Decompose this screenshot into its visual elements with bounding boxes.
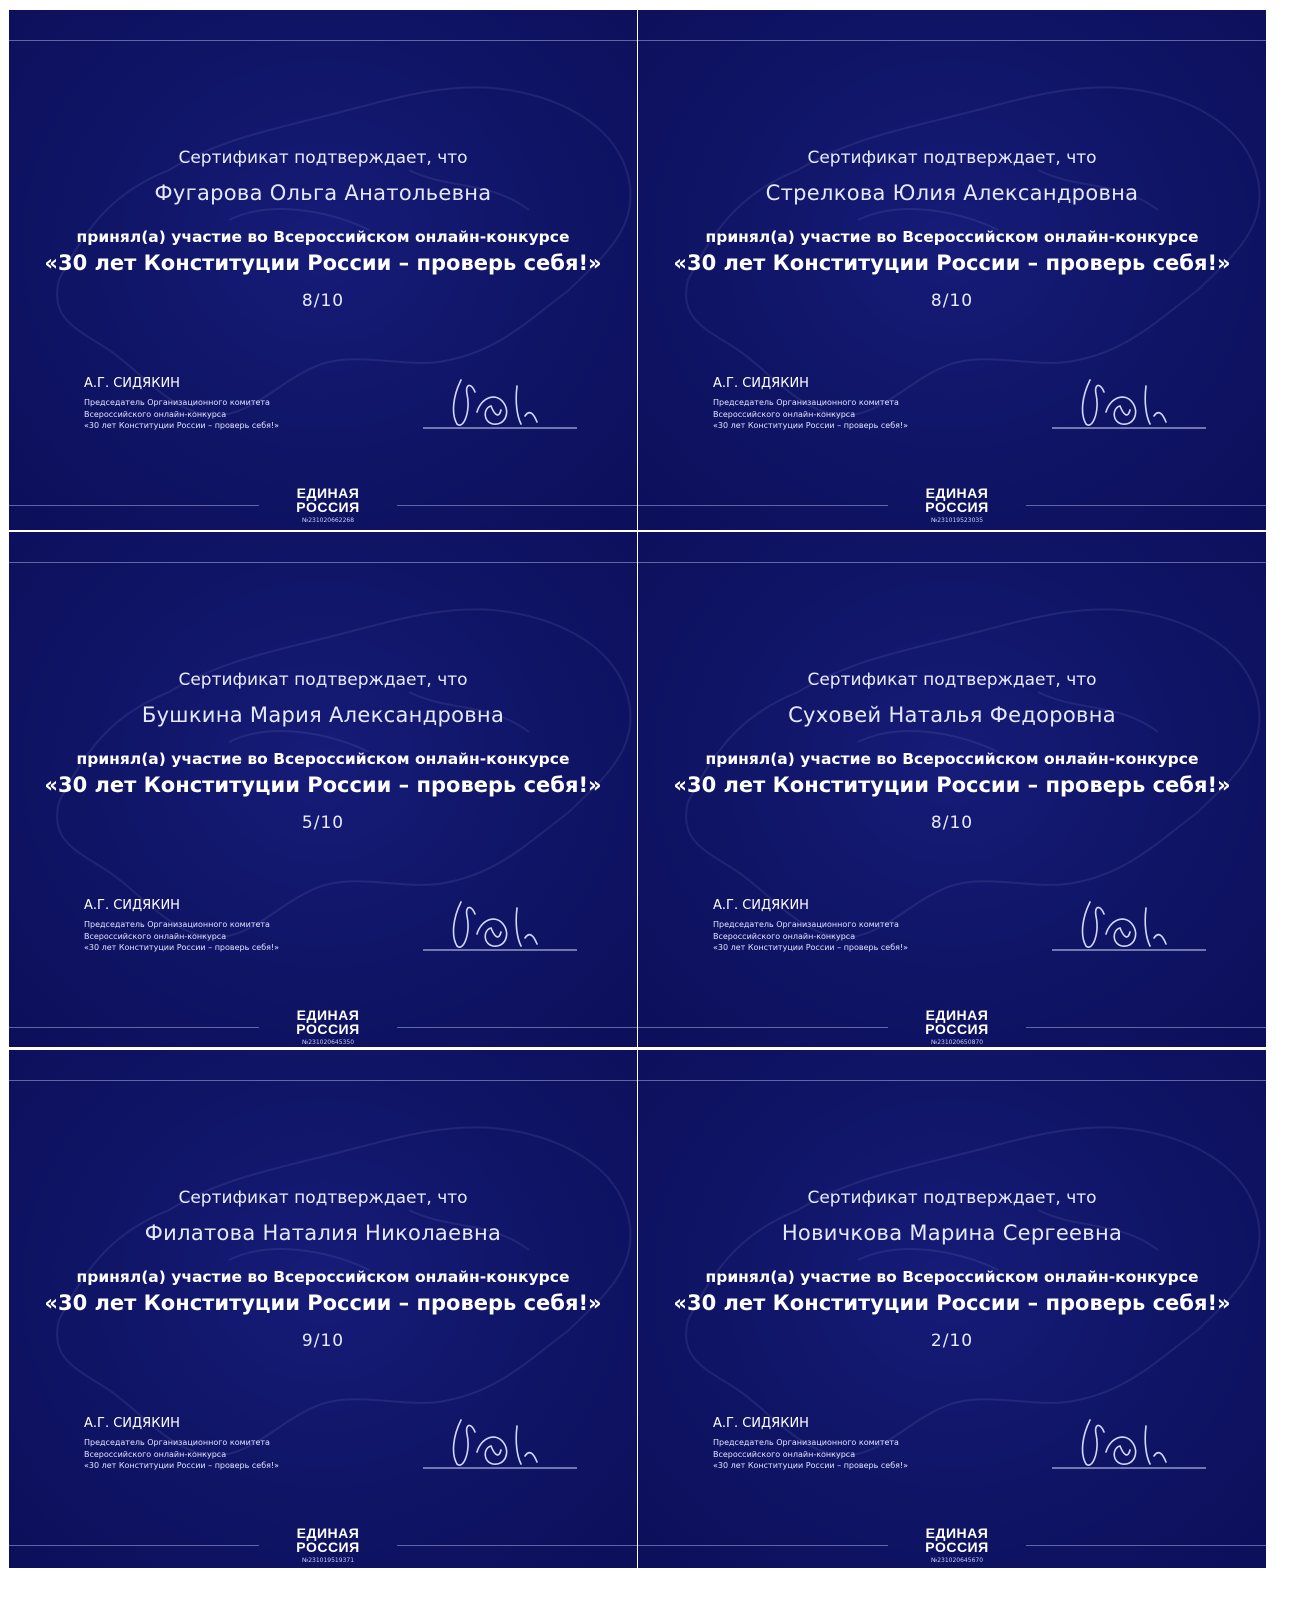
certificate-caption: Сертификат подтверждает, что	[807, 1188, 1097, 1208]
bottom-rule-left	[638, 1545, 888, 1546]
contest-title: «30 лет Конституции России – проверь себя!»	[673, 251, 1231, 275]
signer-name: А.Г. СИДЯКИН	[84, 1416, 180, 1431]
certificate-card	[9, 532, 637, 1047]
participation-text: принял(а) участие во Всероссийском онлайн-конкурсе	[76, 1268, 570, 1286]
certificate-card	[638, 532, 1266, 1047]
bottom-rule-right	[397, 1545, 637, 1546]
party-logo	[259, 1008, 397, 1036]
logo-line: РОССИЯ	[296, 1539, 360, 1555]
bottom-rule-right	[1026, 505, 1266, 506]
party-logo	[888, 486, 1026, 514]
logo-line: ЕДИНАЯ	[925, 485, 989, 501]
signer-role-line: Председатель Организационного комитета	[84, 920, 270, 929]
participation-text: принял(а) участие во Всероссийском онлайн-конкурсе	[705, 1268, 1199, 1286]
signature	[1050, 894, 1210, 956]
certificate-card	[638, 10, 1266, 530]
signer-role	[713, 397, 973, 432]
certificate-caption: Сертификат подтверждает, что	[178, 670, 468, 690]
participation-text: принял(а) участие во Всероссийском онлайн-конкурсе	[705, 228, 1199, 246]
recipient-name: Стрелкова Юлия Александровна	[765, 181, 1139, 205]
party-logo	[259, 486, 397, 514]
certificate-caption: Сертификат подтверждает, что	[807, 670, 1097, 690]
bottom-rule-left	[9, 505, 259, 506]
signer-role-line: Всероссийского онлайн-конкурса	[713, 1449, 856, 1459]
contest-title: «30 лет Конституции России – проверь себя!»	[44, 251, 602, 275]
contest-title: «30 лет Конституции России – проверь себя!»	[44, 1291, 602, 1315]
party-logo	[259, 1526, 397, 1554]
signer-role-line: «30 лет Конституции России – проверь себя!»	[84, 943, 280, 952]
recipient-name: Фугарова Ольга Анатольевна	[154, 181, 492, 205]
signer-role	[713, 919, 973, 954]
signer-name: А.Г. СИДЯКИН	[713, 1416, 809, 1431]
bottom-rule-right	[397, 1027, 637, 1028]
recipient-name: Филатова Наталия Николаевна	[144, 1221, 502, 1245]
signer-role-line: Всероссийского онлайн-конкурса	[713, 931, 856, 941]
signer-role	[84, 919, 344, 954]
score: 8/10	[301, 291, 345, 311]
bottom-rule-left	[638, 1027, 888, 1028]
certificate-number: №231019523035	[930, 517, 984, 524]
signature	[1050, 372, 1210, 434]
score: 8/10	[930, 813, 974, 833]
top-rule	[638, 1080, 1266, 1081]
certificate-card	[9, 1050, 637, 1568]
signer-role-line: «30 лет Конституции России – проверь себя!»	[84, 1461, 280, 1470]
signer-role	[84, 1437, 344, 1472]
signer-name: А.Г. СИДЯКИН	[713, 898, 809, 913]
recipient-name: Новичкова Марина Сергеевна	[781, 1221, 1123, 1245]
signer-role-line: Председатель Организационного комитета	[713, 920, 899, 929]
certificate-number: №231020645670	[930, 1557, 984, 1564]
logo-line: ЕДИНАЯ	[925, 1525, 989, 1541]
signature	[421, 372, 581, 434]
logo-line: ЕДИНАЯ	[296, 485, 360, 501]
top-rule	[9, 40, 637, 41]
signer-role-line: Всероссийского онлайн-конкурса	[713, 409, 856, 419]
signer-role-line: Председатель Организационного комитета	[713, 1438, 899, 1447]
signer-role-line: Всероссийского онлайн-конкурса	[84, 931, 227, 941]
party-logo	[888, 1526, 1026, 1554]
top-rule	[638, 562, 1266, 563]
signer-role-line: Председатель Организационного комитета	[84, 398, 270, 407]
signer-role	[713, 1437, 973, 1472]
logo-line: РОССИЯ	[925, 499, 989, 515]
score: 2/10	[930, 1331, 974, 1351]
logo-line: РОССИЯ	[925, 1539, 989, 1555]
certificate-number: №231020650870	[930, 1039, 984, 1046]
signer-role-line: Всероссийского онлайн-конкурса	[84, 409, 227, 419]
contest-title: «30 лет Конституции России – проверь себя!»	[673, 1291, 1231, 1315]
top-rule	[638, 40, 1266, 41]
score: 8/10	[930, 291, 974, 311]
score: 5/10	[301, 813, 345, 833]
certificate-number: №231020645350	[301, 1039, 355, 1046]
signer-role	[84, 397, 344, 432]
certificate-caption: Сертификат подтверждает, что	[178, 148, 468, 168]
logo-line: ЕДИНАЯ	[296, 1007, 360, 1023]
bottom-rule-left	[9, 1027, 259, 1028]
bottom-rule-right	[1026, 1545, 1266, 1546]
logo-line: РОССИЯ	[296, 1021, 360, 1037]
participation-text: принял(а) участие во Всероссийском онлайн-конкурсе	[705, 750, 1199, 768]
logo-line: ЕДИНАЯ	[296, 1525, 360, 1541]
signer-role-line: «30 лет Конституции России – проверь себя!»	[713, 1461, 909, 1470]
top-rule	[9, 562, 637, 563]
logo-line: ЕДИНАЯ	[925, 1007, 989, 1023]
top-rule	[9, 1080, 637, 1081]
signer-role-line: «30 лет Конституции России – проверь себя!»	[84, 421, 280, 430]
recipient-name: Бушкина Мария Александровна	[141, 703, 505, 727]
signer-name: А.Г. СИДЯКИН	[84, 898, 180, 913]
certificate-number: №231019519371	[301, 1557, 355, 1564]
bottom-rule-right	[397, 505, 637, 506]
certificate-number: №231020662268	[301, 517, 355, 524]
signer-role-line: «30 лет Конституции России – проверь себя!»	[713, 943, 909, 952]
participation-text: принял(а) участие во Всероссийском онлайн-конкурсе	[76, 750, 570, 768]
score: 9/10	[301, 1331, 345, 1351]
participation-text: принял(а) участие во Всероссийском онлайн-конкурсе	[76, 228, 570, 246]
logo-line: РОССИЯ	[925, 1021, 989, 1037]
certificate-card	[9, 10, 637, 530]
signer-role-line: Всероссийского онлайн-конкурса	[84, 1449, 227, 1459]
party-logo	[888, 1008, 1026, 1036]
signer-role-line: Председатель Организационного комитета	[713, 398, 899, 407]
signer-role-line: «30 лет Конституции России – проверь себя!»	[713, 421, 909, 430]
signature	[421, 894, 581, 956]
signer-role-line: Председатель Организационного комитета	[84, 1438, 270, 1447]
bottom-rule-left	[638, 505, 888, 506]
certificate-card	[638, 1050, 1266, 1568]
bottom-rule-right	[1026, 1027, 1266, 1028]
contest-title: «30 лет Конституции России – проверь себя!»	[673, 773, 1231, 797]
contest-title: «30 лет Конституции России – проверь себя!»	[44, 773, 602, 797]
recipient-name: Суховей Наталья Федоровна	[788, 703, 1116, 727]
signature	[1050, 1412, 1210, 1474]
certificate-caption: Сертификат подтверждает, что	[807, 148, 1097, 168]
logo-line: РОССИЯ	[296, 499, 360, 515]
certificate-caption: Сертификат подтверждает, что	[178, 1188, 468, 1208]
signer-name: А.Г. СИДЯКИН	[84, 376, 180, 391]
bottom-rule-left	[9, 1545, 259, 1546]
signer-name: А.Г. СИДЯКИН	[713, 376, 809, 391]
signature	[421, 1412, 581, 1474]
